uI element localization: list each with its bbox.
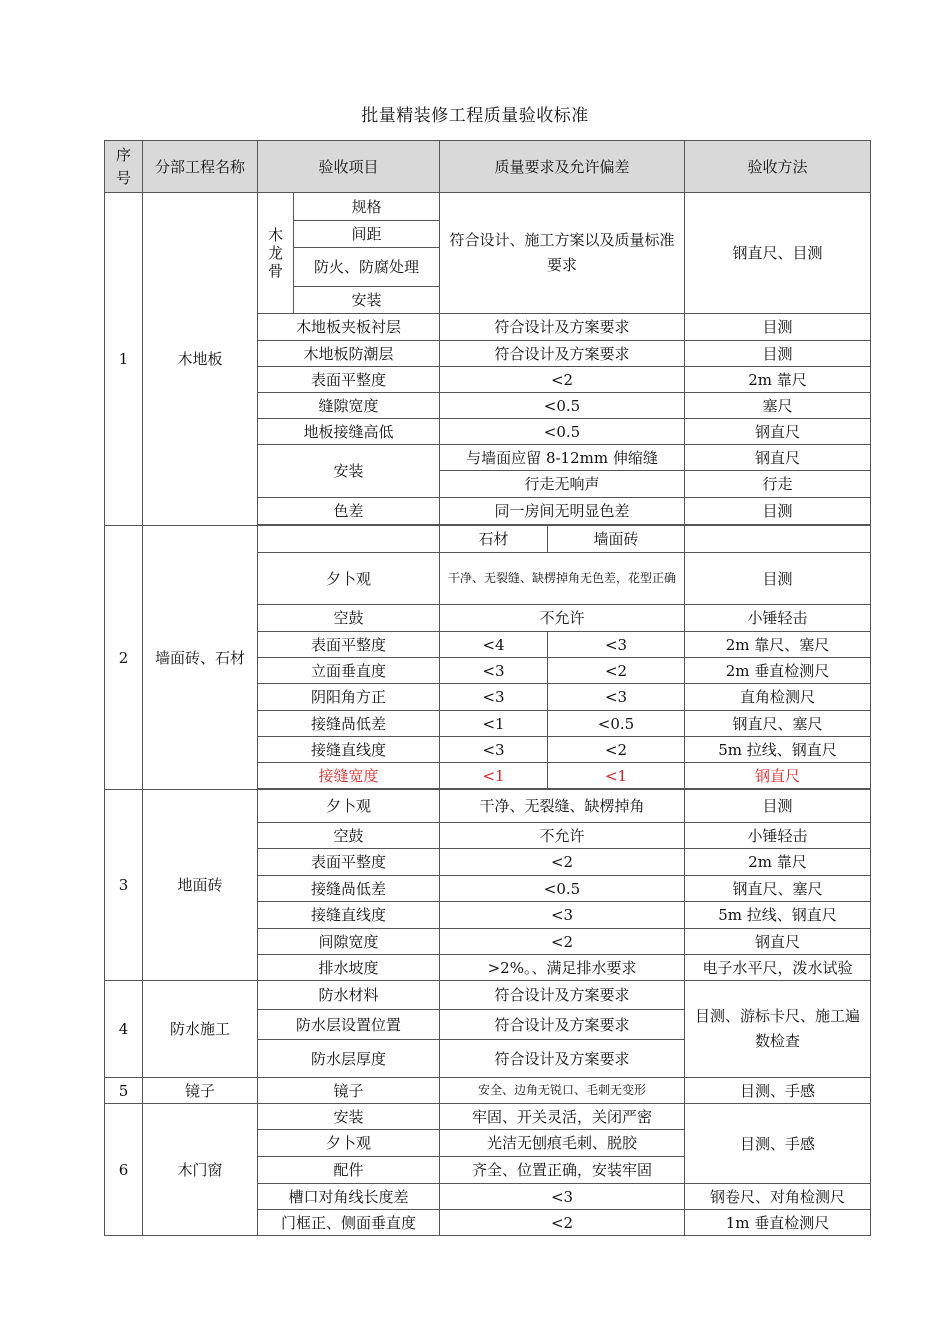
section-no: 3: [105, 790, 143, 981]
req-cell: 不允许: [440, 605, 685, 632]
stone-cell: <3: [440, 658, 548, 684]
method-cell: 钢直尺: [685, 419, 871, 445]
item-cell: 安装: [258, 1104, 440, 1130]
method-cell: 塞尺: [685, 393, 871, 419]
section-name: 墙面砖、石材: [143, 526, 258, 790]
req-cell: 牢固、开关灵活，关闭严密: [440, 1104, 685, 1130]
req-cell: 符合设计及方案要求: [440, 981, 685, 1010]
req-cell: 符合设计及方案要求: [440, 314, 685, 341]
header-no: 序号: [105, 141, 143, 193]
req-cell: 与墙面应留 8-12mm 伸缩缝: [440, 445, 685, 471]
item-cell: [258, 526, 440, 553]
item-cell: 防水层厚度: [258, 1040, 440, 1078]
item-cell: 防火、防腐处理: [294, 248, 440, 287]
method-cell: 钢直尺、塞尺: [685, 711, 871, 737]
method-cell: 目测: [685, 553, 871, 605]
item-cell: 表面平整度: [258, 849, 440, 876]
item-cell: 色差: [258, 498, 440, 525]
tile-cell: <3: [548, 632, 685, 658]
table-row: [105, 981, 871, 1010]
item-cell: 缝隙宽度: [258, 393, 440, 419]
item-cell: 间距: [294, 221, 440, 248]
stone-cell: <4: [440, 632, 548, 658]
item-cell: 夕卜观: [258, 1130, 440, 1157]
req-cell: 安全、边角无锐口、毛刺无变形: [440, 1078, 685, 1104]
item-cell: 安装: [258, 445, 440, 498]
method-cell: 小锤轻击: [685, 605, 871, 632]
req-cell: <0.5: [440, 876, 685, 902]
method-cell: 2m 靠尺: [685, 849, 871, 876]
req-cell: <2: [440, 1210, 685, 1236]
req-cell: 干净、无裂缝、缺楞掉角无色差，花型正确: [440, 553, 685, 605]
section-name: 防水施工: [143, 981, 258, 1078]
section-name: 镜子: [143, 1078, 258, 1104]
section-no: 2: [105, 526, 143, 790]
req-cell: 符合设计及方案要求: [440, 1040, 685, 1078]
section-no: 5: [105, 1078, 143, 1104]
req-cell: <2: [440, 929, 685, 955]
method-cell: 2m 垂直检测尺: [685, 658, 871, 684]
method-cell: 钢直尺、目测: [685, 193, 871, 314]
method-cell: 目测、手感: [685, 1104, 871, 1184]
req-cell: <2: [440, 849, 685, 876]
stone-cell: <3: [440, 737, 548, 763]
subheader-stone: 石材: [440, 526, 548, 553]
section-name: 木地板: [143, 193, 258, 526]
table-row: [105, 193, 871, 221]
item-cell: 接缝直线度: [258, 902, 440, 929]
method-cell: 目测: [685, 790, 871, 823]
method-cell: 电子水平尺，泼水试验: [685, 955, 871, 981]
item-cell: 门框正、侧面垂直度: [258, 1210, 440, 1236]
item-cell: 地板接缝高低: [258, 419, 440, 445]
method-cell: 1m 垂直检测尺: [685, 1210, 871, 1236]
table-row: [105, 790, 871, 823]
section-no: 1: [105, 193, 143, 526]
req-cell: >2%。、满足排水要求: [440, 955, 685, 981]
table-row: [105, 526, 871, 553]
section-no: 4: [105, 981, 143, 1078]
item-cell: 夕卜观: [258, 553, 440, 605]
req-cell: 符合设计及方案要求: [440, 1010, 685, 1040]
req-cell: 齐全、位置正确，安装牢固: [440, 1157, 685, 1184]
item-cell: 空鼓: [258, 605, 440, 632]
item-cell: 镜子: [258, 1078, 440, 1104]
item-cell: 木地板防潮层: [258, 341, 440, 367]
req-cell: <3: [440, 1184, 685, 1210]
req-cell: 光洁无刨痕毛刺、脱胶: [440, 1130, 685, 1157]
method-cell: 钢直尺: [685, 445, 871, 471]
acceptance-standard-table: [104, 140, 871, 1236]
header-item: 验收项目: [258, 141, 440, 193]
page-title: 批量精装修工程质量验收标准: [361, 106, 589, 126]
req-cell: <2: [440, 367, 685, 393]
method-cell: 5m 拉线、钢直尺: [685, 737, 871, 763]
method-cell: 2m 靠尺: [685, 367, 871, 393]
section-no: 6: [105, 1104, 143, 1236]
req-cell: 符合设计、施工方案以及质量标准要求: [440, 193, 685, 314]
method-cell: 直角检测尺: [685, 684, 871, 711]
tile-cell: <0.5: [548, 711, 685, 737]
subheader-tile: 墙面砖: [548, 526, 685, 553]
table-row: [105, 1104, 871, 1130]
item-cell: 槽口对角线长度差: [258, 1184, 440, 1210]
keel-label: 木龙骨: [258, 193, 294, 314]
section-name: 木门窗: [143, 1104, 258, 1236]
method-cell: [685, 526, 871, 553]
req-cell: <0.5: [440, 393, 685, 419]
tile-cell: <2: [548, 658, 685, 684]
tile-cell: <2: [548, 737, 685, 763]
item-cell: 空鼓: [258, 823, 440, 849]
stone-cell: <1: [440, 763, 548, 789]
item-cell: 接缝直线度: [258, 737, 440, 763]
item-cell: 安装: [294, 287, 440, 314]
header-req: 质量要求及允许偏差: [440, 141, 685, 193]
req-cell: 干净、无裂缝、缺楞掉角: [440, 790, 685, 823]
method-cell: 目测: [685, 314, 871, 341]
item-cell: 接缝咼低差: [258, 711, 440, 737]
item-cell: 配件: [258, 1157, 440, 1184]
method-cell: 钢直尺: [685, 763, 871, 789]
req-cell: <0.5: [440, 419, 685, 445]
item-cell: 表面平整度: [258, 367, 440, 393]
method-cell: 2m 靠尺、塞尺: [685, 632, 871, 658]
req-cell: 行走无响声: [440, 471, 685, 498]
item-cell: 阴阳角方正: [258, 684, 440, 711]
method-cell: 钢直尺、塞尺: [685, 876, 871, 902]
method-cell: 小锤轻击: [685, 823, 871, 849]
header-method: 验收方法: [685, 141, 871, 193]
item-cell: 夕卜观: [258, 790, 440, 823]
method-cell: 5m 拉线、钢直尺: [685, 902, 871, 929]
table-header-row: [105, 141, 871, 193]
stone-cell: <3: [440, 684, 548, 711]
item-cell: 规格: [294, 193, 440, 221]
req-cell: <3: [440, 902, 685, 929]
header-part: 分部工程名称: [143, 141, 258, 193]
item-cell: 木地板夹板衬层: [258, 314, 440, 341]
item-cell: 防水层设置位置: [258, 1010, 440, 1040]
item-cell: 排水坡度: [258, 955, 440, 981]
method-cell: 目测: [685, 341, 871, 367]
item-cell: 表面平整度: [258, 632, 440, 658]
method-cell: 目测: [685, 498, 871, 525]
method-cell: 行走: [685, 471, 871, 498]
method-cell: 钢卷尺、对角检测尺: [685, 1184, 871, 1210]
item-cell: 防水材料: [258, 981, 440, 1010]
tile-cell: <3: [548, 684, 685, 711]
req-cell: 同一房间无明显色差: [440, 498, 685, 525]
item-cell: 间隙宽度: [258, 929, 440, 955]
req-cell: 不允许: [440, 823, 685, 849]
method-cell: 目测、游标卡尺、施工遍数检查: [685, 981, 871, 1078]
item-cell: 立面垂直度: [258, 658, 440, 684]
table-row: [105, 1078, 871, 1104]
stone-cell: <1: [440, 711, 548, 737]
item-cell: 接缝咼低差: [258, 876, 440, 902]
req-cell: 符合设计及方案要求: [440, 341, 685, 367]
tile-cell: <1: [548, 763, 685, 789]
method-cell: 钢直尺: [685, 929, 871, 955]
method-cell: 目测、手感: [685, 1078, 871, 1104]
section-name: 地面砖: [143, 790, 258, 981]
item-cell: 接缝宽度: [258, 763, 440, 789]
